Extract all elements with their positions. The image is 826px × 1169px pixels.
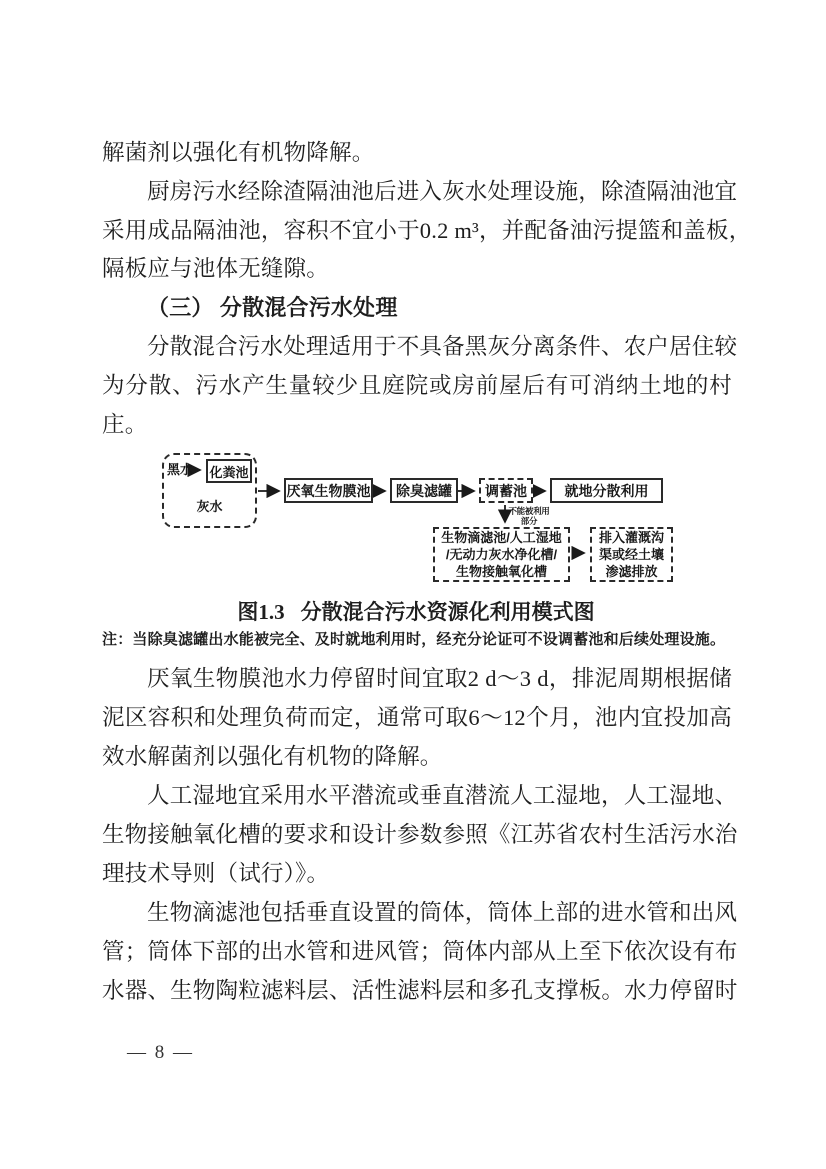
storage-tank-box: 调蓄池	[479, 478, 533, 503]
section-heading: （三） 分散混合污水处理	[147, 295, 398, 321]
unusable-portion-label-line-1: 不能被利用	[508, 506, 550, 516]
intro-paragraph-line-1: 分散混合污水处理适用于不具备黑灰分离条件、农户居住较	[147, 333, 738, 359]
lower-text-block	[102, 659, 738, 1010]
kitchen-paragraph-line-2: 采用成品隔油池，容积不宜小于0.2 m³，并配备油污提篮和盖板，	[102, 217, 752, 243]
anaerobic-paragraph-line-3: 效水解菌剂以强化有机物的降解。	[102, 744, 443, 769]
figure-caption-title: 分散混合污水资源化利用模式图	[300, 600, 595, 624]
intro-paragraph-line-2: 为分散、污水产生量较少且庭院或房前屋后有可消纳土地的村	[102, 372, 732, 398]
anaerobic-biofilm-tank-box: 厌氧生物膜池	[284, 478, 373, 503]
anaerobic-paragraph-line-1: 厌氧生物膜池水力停留时间宜取2 d～3 d，排泥周期根据储	[147, 666, 732, 691]
discharge-line-2: 渠或经土壤	[598, 547, 664, 562]
treatment-options-line-1: 生物滴滤池/人工湿地	[441, 530, 562, 545]
diagram-arrows	[0, 445, 826, 595]
upper-text-block	[102, 134, 752, 444]
kitchen-paragraph-line-1: 厨房污水经除渣隔油池后进入灰水处理设施，除渣隔油池宜	[147, 178, 738, 204]
wetland-paragraph-line-3: 理技术导则（试行）》。	[102, 861, 330, 886]
biofilter-paragraph-line-2: 管；筒体下部的出水管和进风管；筒体内部从上至下依次设有布	[102, 939, 738, 964]
onsite-dispersed-use-box: 就地分散利用	[550, 478, 663, 503]
figure-1-3-flow-diagram	[0, 445, 826, 595]
anaerobic-paragraph-line-2: 泥区容积和处理负荷而定，通常可取6～12个月，池内宜投加高	[102, 705, 732, 730]
biofilter-paragraph-line-3: 水器、生物陶粒滤料层、活性滤料层和多孔支撑板。水力停留时	[102, 978, 738, 1003]
figure-note: 注：当除臭滤罐出水能被完全、及时就地利用时，经充分论证可不设调蓄池和后续处理设施。	[102, 631, 726, 648]
treatment-options-box	[433, 527, 570, 582]
intro-paragraph-line-3: 庄。	[102, 411, 148, 437]
discharge-line-3: 渗滤排放	[605, 564, 658, 579]
discharge-line-1: 排入灌溉沟	[598, 530, 664, 545]
treatment-options-line-2: /无动力灰水净化槽/	[445, 547, 558, 562]
paragraph-carryover-line: 解菌剂以强化有机物降解。	[102, 140, 375, 165]
treatment-options-line-3: 生物接触氧化槽	[455, 564, 547, 579]
biofilter-paragraph-line-1: 生物滴滤池包括垂直设置的筒体，筒体上部的进水管和出风	[147, 900, 738, 925]
discharge-box	[590, 527, 673, 582]
figure-caption	[102, 596, 730, 626]
kitchen-paragraph-line-3: 隔板应与池体无缝隙。	[102, 256, 330, 282]
figure-caption-number: 图1.3	[237, 600, 285, 624]
unusable-portion-label	[506, 507, 552, 526]
black-water-label: 黑水	[167, 462, 194, 477]
septic-tank-box: 化粪池	[206, 459, 252, 483]
unusable-portion-label-line-2: 部分	[520, 515, 538, 526]
wetland-paragraph-line-1: 人工湿地宜采用水平潜流或垂直潜流人工湿地，人工湿地、	[147, 783, 738, 808]
page-number: — 8 —	[127, 1042, 194, 1063]
grey-water-label: 灰水	[196, 499, 223, 514]
wetland-paragraph-line-2: 生物接触氧化槽的要求和设计参数参照《江苏省农村生活污水治	[102, 822, 738, 847]
deodorizing-filter-box: 除臭滤罐	[390, 478, 458, 503]
